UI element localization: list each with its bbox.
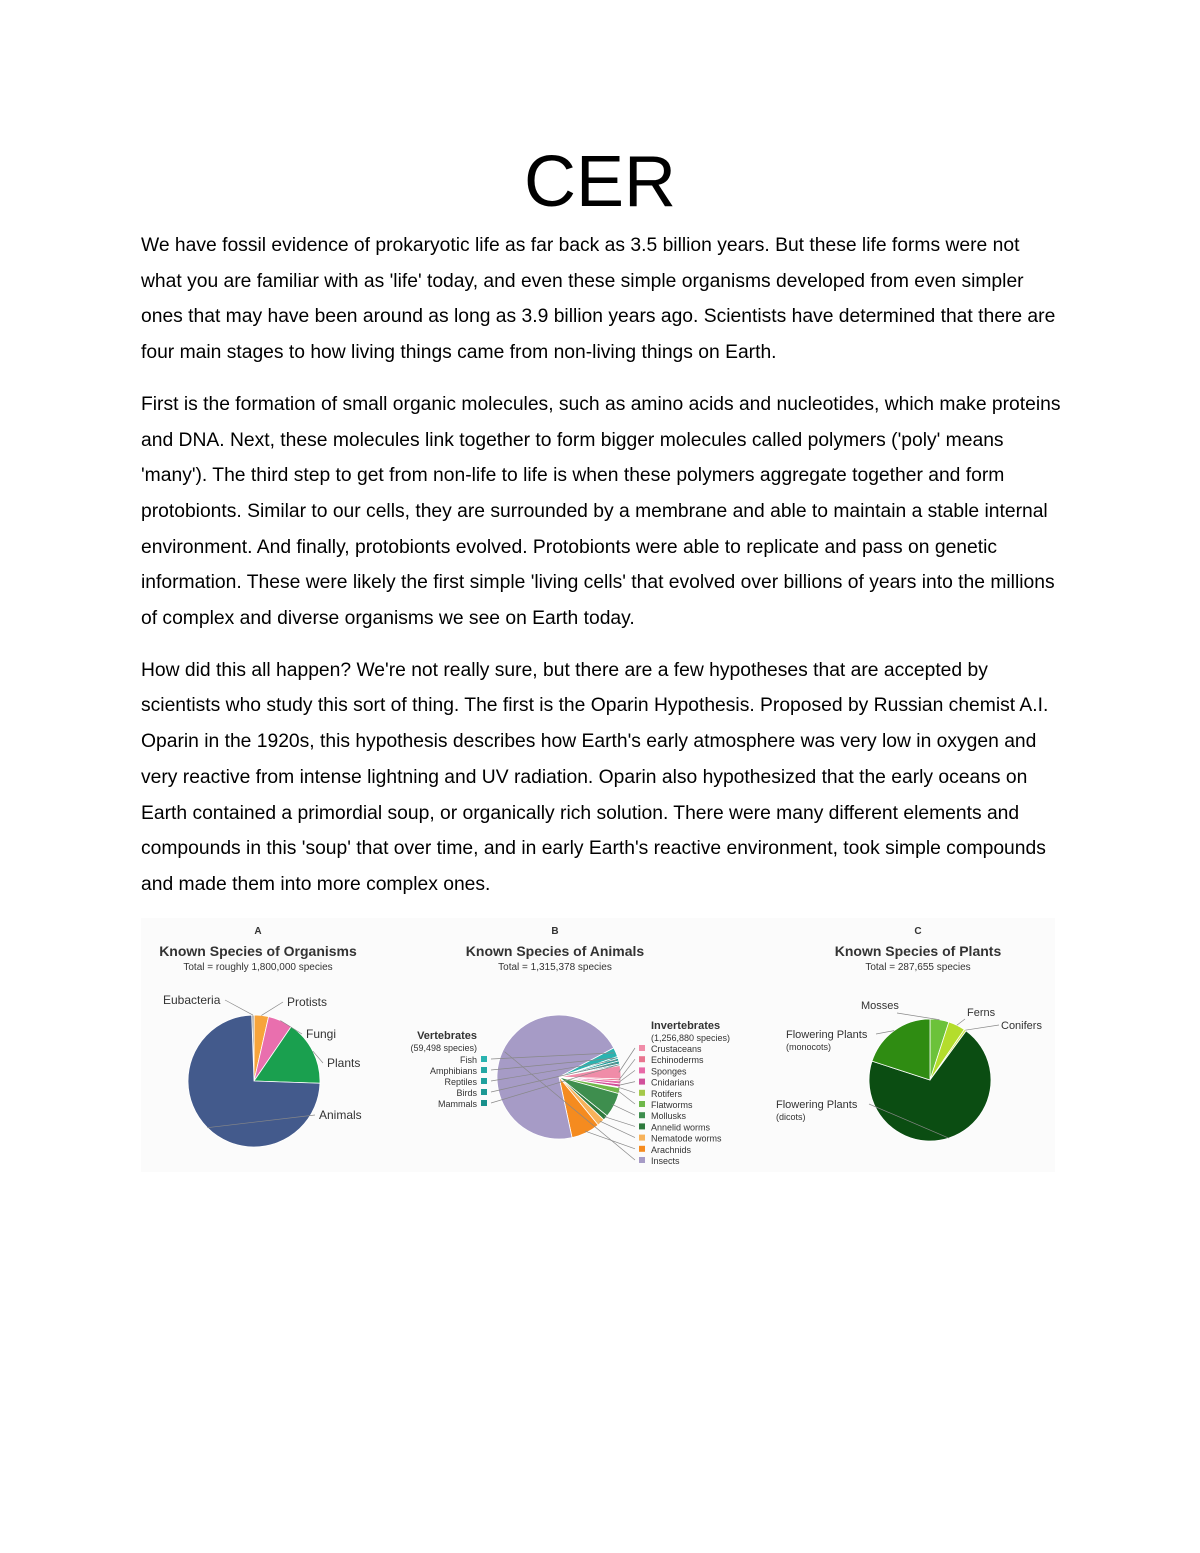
legend-label-reptiles: Reptiles — [444, 1077, 477, 1087]
chart-subtitle: Total = roughly 1,800,000 species — [183, 962, 333, 973]
legend-swatch-amphibians — [481, 1067, 487, 1073]
pie-label-conifers: Conifers — [1001, 1020, 1042, 1032]
legend-swatch-insects — [639, 1157, 645, 1163]
chart-subtitle: Total = 287,655 species — [865, 962, 971, 973]
pie-charts-svg — [141, 918, 1055, 1172]
chart-subtitle: Total = 1,315,378 species — [498, 962, 612, 973]
paragraph: We have fossil evidence of prokaryotic life as far back as 3.5 billion years. But these life forms were not what you are familiar with as 'life' today, and even these simple organisms developed from even simpler ones that may have been around as long as 3.9 billion years ago. Scientists have determined that there are four main stages to how living things came from non-living things on Earth. — [141, 235, 1056, 364]
chart-title: Known Species of Organisms — [159, 943, 357, 959]
page-title: CER — [523, 142, 676, 222]
legend-swatch-mammals — [481, 1100, 487, 1106]
legend-label-flatworms: Flatworms — [651, 1100, 693, 1110]
legend-label-nematode-worms: Nematode worms — [651, 1133, 722, 1144]
pie-label-plants: Plants — [327, 1056, 361, 1070]
legend-swatch-flatworms — [639, 1101, 645, 1107]
legend-swatch-fish — [481, 1056, 487, 1062]
legend-label-insects: Insects — [651, 1156, 680, 1166]
document-body — [141, 228, 1061, 919]
legend-swatch-arachnids — [639, 1146, 645, 1152]
legend-label-annelid-worms: Annelid worms — [651, 1122, 711, 1133]
chart-panel-letter: A — [254, 926, 262, 937]
pie-label-fungi: Fungi — [306, 1027, 337, 1041]
legend-label-mammals: Mammals — [437, 1099, 477, 1109]
leader-line — [619, 1059, 635, 1080]
pie-label-detail-flowering-plants-dicots: (dicots) — [776, 1112, 806, 1122]
legend-swatch-rotifers — [639, 1090, 645, 1096]
legend-swatch-reptiles — [481, 1078, 487, 1084]
legend-label-birds: Birds — [456, 1088, 477, 1098]
leader-line — [957, 1019, 965, 1025]
legend-swatch-mollusks — [639, 1112, 645, 1118]
pie-label-mosses: Mosses — [861, 1000, 899, 1012]
pie-label-detail-flowering-plants-monocots: (monocots) — [786, 1042, 832, 1052]
pie-label-protists: Protists — [287, 995, 328, 1009]
legend-label-cnidarians: Cnidarians — [651, 1077, 695, 1088]
legend-label-fish: Fish — [459, 1055, 477, 1065]
chart-title: Known Species of Plants — [834, 943, 1002, 959]
leader-line — [897, 1013, 940, 1020]
group-detail-vertebrates: (59,498 species) — [410, 1043, 477, 1053]
legend-swatch-nematode-worms — [639, 1135, 645, 1141]
group-label-vertebrates: Vertebrates — [417, 1030, 477, 1042]
pie-label-eubacteria: Eubacteria — [163, 993, 221, 1007]
chart-title: Known Species of Animals — [465, 943, 645, 959]
pie-label-flowering-plants-dicots: Flowering Plants — [776, 1099, 858, 1111]
legend-label-crustaceans: Crustaceans — [651, 1044, 702, 1054]
legend-swatch-cnidarians — [639, 1079, 645, 1085]
leader-line — [612, 1104, 635, 1115]
leader-line — [965, 1025, 999, 1030]
legend-swatch-crustaceans — [639, 1045, 645, 1051]
legend-label-arachnids: Arachnids — [651, 1144, 692, 1155]
legend-swatch-annelid-worms — [639, 1123, 645, 1129]
legend-label-echinoderms: Echinoderms — [651, 1055, 704, 1066]
legend-label-rotifers: Rotifers — [651, 1088, 683, 1099]
chart-panel-letter: C — [914, 926, 922, 937]
legend-label-sponges: Sponges — [651, 1066, 687, 1077]
group-detail-invertebrates: (1,256,880 species) — [651, 1033, 731, 1043]
legend-label-amphibians: Amphibians — [429, 1066, 477, 1076]
leader-line — [617, 1090, 635, 1104]
legend-swatch-echinoderms — [639, 1056, 645, 1062]
legend-swatch-sponges — [639, 1067, 645, 1073]
paragraph: First is the formation of small organic molecules, such as amino acids and nucleotides, which make proteins and DNA. Next, these molecules link together to form bigger molecules called polymers ('poly' means 'many'). The third step to get from non-life to life is when these polymers aggregate together and form protobionts. Similar to our cells, they are surrounded by a membrane and able to maintain a stable internal environment. And finally, protobionts evolved. Protobionts were able to replicate and pass on genetic information. These were likely the first simple 'living cells' that evolved over billions of years into the millions of complex and diverse organisms we see on Earth today. — [141, 393, 1061, 630]
pie-label-flowering-plants-monocots: Flowering Plants — [786, 1029, 868, 1041]
legend-label-mollusks: Mollusks — [651, 1111, 687, 1122]
leader-line — [619, 1048, 635, 1072]
paragraph: How did this all happen? We're not really sure, but there are a few hypotheses that are accepted by scientists who study this sort of thing. The first is the Oparin Hypothesis. Proposed by Russian chemist A.I. Oparin in the 1920s, this hypothesis describes how Earth's early atmosphere was very low in oxygen and very reactive from intense lightning and UV radiation. Oparin also hypothesized that the early oceans on Earth contained a primordial soup, or organically rich solution. There were many different elements and compounds in this 'soup' that over time, and in early Earth's reactive environment, took simple compounds and made them into more complex ones. — [141, 659, 1049, 895]
leader-line — [618, 1087, 635, 1093]
pie-label-ferns: Ferns — [967, 1007, 996, 1019]
leader-line — [261, 1002, 283, 1015]
leader-line — [225, 1000, 253, 1015]
species-pie-charts-figure — [141, 918, 1055, 1172]
chart-panel-letter: B — [551, 926, 559, 937]
legend-swatch-birds — [481, 1089, 487, 1095]
pie-label-animals: Animals — [319, 1108, 362, 1122]
group-label-invertebrates: Invertebrates — [651, 1020, 721, 1032]
